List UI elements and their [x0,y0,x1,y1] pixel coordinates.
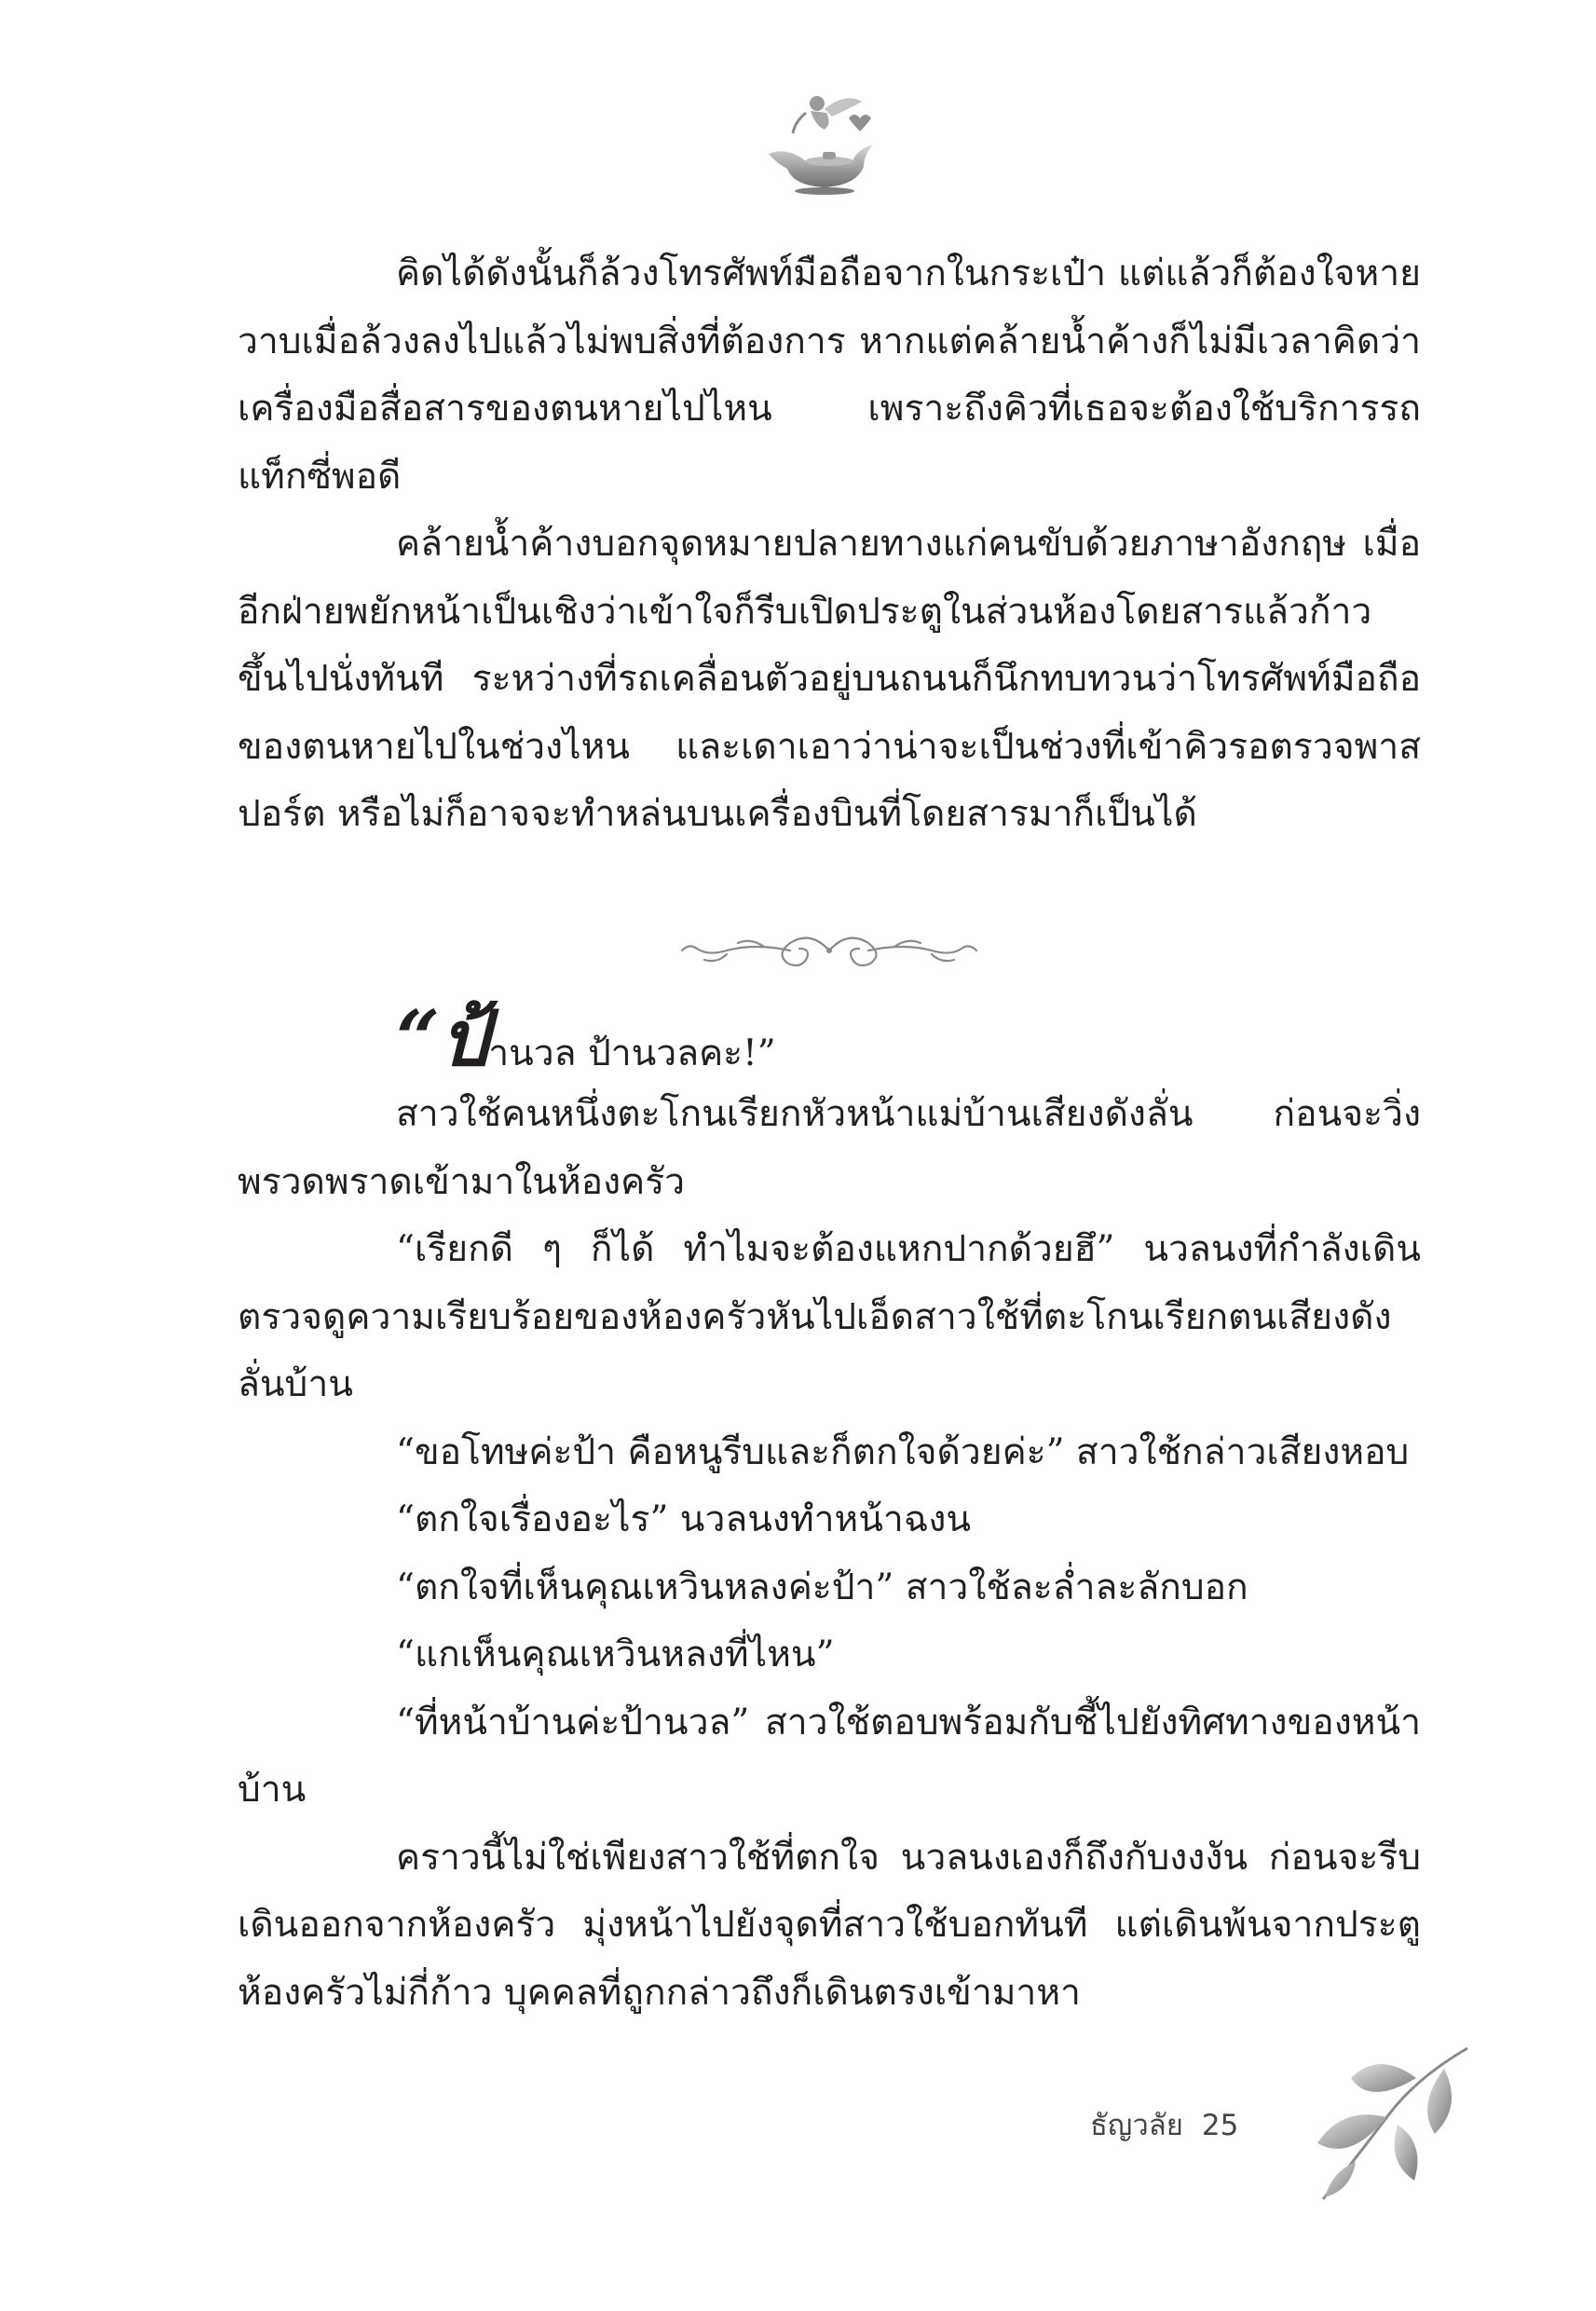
paragraph: “แกเห็นคุณเหวินหลงที่ไหน” [396,1634,835,1675]
body-text-block-2 [238,994,1421,2027]
cupid-teapot-icon [759,89,890,200]
paragraph: สาวใช้คนหนึ่งตะโกนเรียกหัวหน้าแม่บ้านเสียงดังลั่น ก่อนจะวิ่งพรวดพราดเข้ามาในห้องครัว [238,1093,1421,1203]
opening-line [396,994,1421,1084]
drop-cap: “ป้ [396,994,489,1084]
leaf-icon [1304,2041,1472,2208]
paragraph: คล้ายน้ำค้างบอกจุดหมายปลายทางแก่คนขับด้วยภาษาอังกฤษ เมื่ออีกฝ่ายพยักหน้าเป็นเชิงว่าเข้าใจก็รีบเปิดประตูในส่วนห้องโดยสารแล้วก้าวขึ้นไปนั่งทันที ระหว่างที่รถเคลื่อนตัวอยู่บนถนนก็นึกทบทวนว่าโทรศัพท์มือถือของตนหายไปในช่วงไหน และเดาเอาว่าน่าจะเป็นช่วงที่เข้าคิวรอตรวจพาสปอร์ต หรือไม่ก็อาจจะทำหล่นบนเครื่องบินที่โดยสารมาก็เป็นได้ [238,523,1421,835]
page-number: 25 [1201,2109,1239,2142]
opening-line-text: านวล ป้านวลคะ!” [488,1032,776,1074]
body-text-block-1 [238,240,1421,849]
scroll-divider-icon [671,923,988,978]
paragraph: คิดได้ดังนั้นก็ล้วงโทรศัพท์มือถือจากในกระเป๋า แต่แล้วก็ต้องใจหายวาบเมื่อล้วงลงไปแล้วไม่พบสิ่งที่ต้องการ หากแต่คล้ายน้ำค้างก็ไม่มีเวลาคิดว่าเครื่องมือสื่อสารของตนหายไปไหน เพราะถึงคิวที่เธอจะต้องใช้บริการรถแท็กซี่พอดี [238,253,1421,498]
paragraph: “ตกใจเรื่องอะไร” นวลนงทำหน้าฉงน [396,1498,972,1540]
paragraph: “ตกใจที่เห็นคุณเหวินหลงค่ะป้า” สาวใช้ละล่ำละลักบอก [396,1566,1248,1608]
paragraph: “เรียกดี ๆ ก็ได้ ทำไมจะต้องแหกปากด้วยฮึ” นวลนงที่กำลังเดินตรวจดูความเรียบร้อยของห้องครัวหันไปเอ็ดสาวใช้ที่ตะโกนเรียกตนเสียงดังลั่นบ้าน [238,1228,1421,1405]
paragraph: “ที่หน้าบ้านค่ะป้านวล” สาวใช้ตอบพร้อมกับชี้ไปยังทิศทางของหน้าบ้าน [238,1701,1421,1811]
book-title: ธัญวลัย [1090,2109,1183,2142]
paragraph: “ขอโทษค่ะป้า คือหนูรีบและก็ตกใจด้วยค่ะ” สาวใช้กล่าวเสียงหอบ [396,1430,1410,1473]
page-footer [1090,2101,1238,2148]
paragraph: คราวนี้ไม่ใช่เพียงสาวใช้ที่ตกใจ นวลนงเองก็ถึงกับงงงัน ก่อนจะรีบเดินออกจากห้องครัว มุ่งหน้าไปยังจุดที่สาวใช้บอกทันที แต่เดินพ้นจากประตูห้องครัวไม่กี่ก้าว บุคคลที่ถูกกล่าวถึงก็เดินตรงเข้ามาหา [238,1836,1421,2014]
